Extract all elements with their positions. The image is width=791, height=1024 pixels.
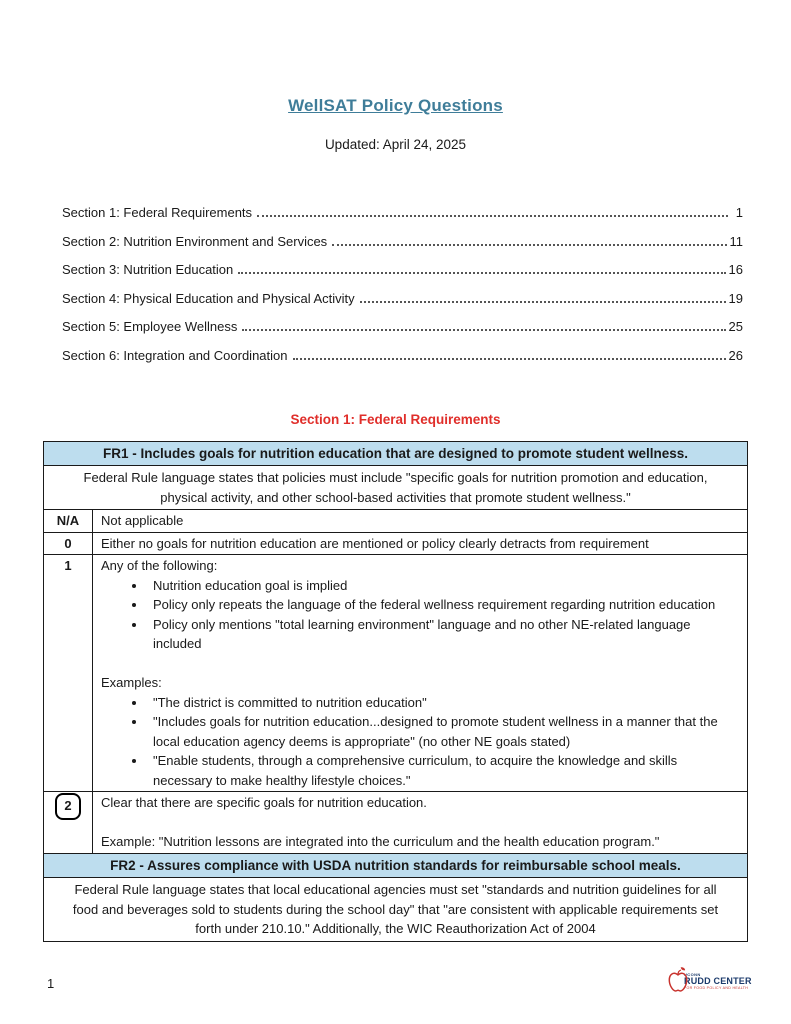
criteria-bullet: • Nutrition education goal is implied bbox=[147, 576, 739, 596]
footer-page-number: 1 bbox=[47, 976, 55, 991]
score-2-box-annotation: 2 bbox=[55, 793, 80, 820]
dot-leader bbox=[238, 261, 725, 274]
toc-entry-section-5[interactable] bbox=[62, 318, 743, 347]
score-cell-0: 0 bbox=[44, 532, 93, 555]
criteria-bullet: • Policy only repeats the language of the federal wellness requirement regarding nutrition education bbox=[147, 595, 739, 615]
fr1-description-cell: Federal Rule language states that policies must include "specific goals for nutrition promotion and education, physical activity, and other school-based activities that promote student wellness." bbox=[44, 466, 748, 510]
fr1-header-cell: FR1 - Includes goals for nutrition education that are designed to promote student wellness. bbox=[44, 441, 748, 466]
criteria-cell-na: Not applicable bbox=[93, 510, 748, 533]
score-cell-na: N/A bbox=[44, 510, 93, 533]
document-title: WellSAT Policy Questions bbox=[288, 96, 503, 115]
dot-leader bbox=[293, 347, 726, 360]
examples-label: Examples: bbox=[101, 675, 162, 691]
rudd-center-logo bbox=[667, 966, 753, 998]
fr2-header-row bbox=[44, 853, 748, 878]
toc-entry-page: 19 bbox=[728, 290, 743, 306]
table-of-contents bbox=[62, 204, 743, 376]
toc-entry-page: 26 bbox=[728, 347, 743, 363]
toc-entry-page: 11 bbox=[729, 233, 743, 249]
logo-brand-sub: FOR FOOD POLICY AND HEALTH bbox=[684, 985, 749, 990]
criteria-statement: Clear that there are specific goals for nutrition education. bbox=[101, 795, 427, 811]
toc-entry-section-2[interactable] bbox=[62, 233, 743, 262]
toc-entry-section-3[interactable] bbox=[62, 261, 743, 290]
fr1-score-0-row bbox=[44, 532, 748, 555]
toc-entry-label: Section 6: Integration and Coordination bbox=[62, 347, 288, 363]
fr1-header-row bbox=[44, 441, 748, 466]
fr1-description-row bbox=[44, 466, 748, 510]
updated-date: Updated: April 24, 2025 bbox=[324, 137, 467, 152]
criteria-example: Example: "Nutrition lessons are integrated into the curriculum and the health education program." bbox=[101, 834, 660, 850]
example-bullet: • "The district is committed to nutrition education" bbox=[147, 693, 739, 713]
dot-leader bbox=[332, 233, 726, 246]
toc-entry-page: 25 bbox=[728, 319, 743, 335]
toc-entry-section-1[interactable] bbox=[62, 204, 743, 233]
criteria-bullet: • Policy only mentions "total learning environment" language and no other NE-related language included bbox=[147, 615, 739, 654]
example-bullet: • "Includes goals for nutrition education...designed to promote student wellness in a manner that the local education agency deems is appropriate" (no other NE goals stated) bbox=[147, 712, 739, 751]
fr2-description-row bbox=[44, 878, 748, 942]
toc-entry-page: 1 bbox=[735, 205, 743, 220]
criteria-cell-1 bbox=[93, 555, 748, 792]
examples-bullet-list bbox=[101, 693, 739, 791]
fr2-header-cell: FR2 - Assures compliance with USDA nutrition standards for reimbursable school meals. bbox=[44, 853, 748, 878]
section-1-heading: Section 1: Federal Requirements bbox=[290, 411, 501, 427]
toc-entry-label: Section 2: Nutrition Environment and Services bbox=[62, 233, 328, 249]
criteria-cell-2 bbox=[93, 792, 748, 854]
logo-brand-main: RUDD CENTER bbox=[684, 976, 752, 987]
fr2-description-cell: Federal Rule language states that local educational agencies must set "standards and nutrition guidelines for all food and beverages sold to students during the school day" that "are consistent with applicable requirements set forth under 210.10." Additionally, the WIC Reauthorization Act of 2004 bbox=[44, 878, 748, 942]
toc-entry-section-4[interactable] bbox=[62, 290, 743, 319]
dot-leader bbox=[242, 318, 725, 331]
fr1-score-1-row bbox=[44, 555, 748, 792]
apple-icon bbox=[667, 966, 689, 998]
toc-entry-label: Section 1: Federal Requirements bbox=[62, 205, 253, 220]
blank-line bbox=[101, 654, 739, 674]
criteria-intro: Any of the following: bbox=[101, 558, 218, 574]
fr1-score-na-row bbox=[44, 510, 748, 533]
logo-text bbox=[684, 973, 752, 990]
toc-entry-page: 16 bbox=[728, 262, 743, 278]
blank-line bbox=[101, 813, 739, 833]
fr-rubric-table bbox=[43, 441, 748, 942]
score-cell-1: 1 bbox=[44, 555, 93, 792]
toc-entry-label: Section 5: Employee Wellness bbox=[62, 319, 238, 335]
toc-entry-label: Section 3: Nutrition Education bbox=[62, 262, 234, 278]
toc-entry-label: Section 4: Physical Education and Physical Activity bbox=[62, 290, 355, 306]
toc-entry-section-6[interactable] bbox=[62, 347, 743, 376]
logo-brand-top: UCONN bbox=[684, 972, 701, 978]
dot-leader bbox=[360, 290, 726, 303]
dot-leader bbox=[257, 204, 728, 217]
score-cell-2 bbox=[44, 792, 93, 854]
criteria-cell-0: Either no goals for nutrition education are mentioned or policy clearly detracts from requirement bbox=[93, 532, 748, 555]
criteria-bullet-list bbox=[101, 576, 739, 654]
fr1-score-2-row bbox=[44, 792, 748, 854]
example-bullet: • "Enable students, through a comprehensive curriculum, to acquire the knowledge and skills necessary to make healthy lifestyle choices." bbox=[147, 751, 739, 790]
